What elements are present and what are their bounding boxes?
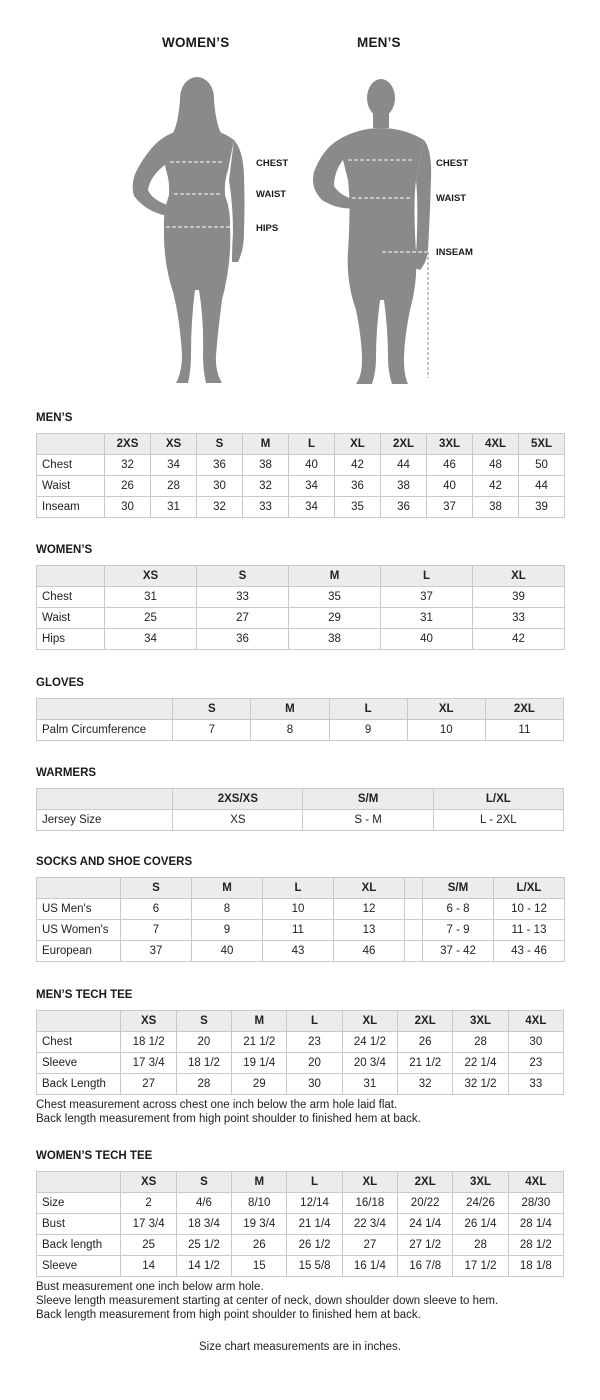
mens-size-section xyxy=(36,411,564,518)
table-cell: 26 xyxy=(105,476,151,497)
row-label: Chest xyxy=(37,455,105,476)
column-header: L xyxy=(289,434,335,455)
column-header: 2XS/XS xyxy=(173,789,303,810)
table-cell: 11 - 13 xyxy=(494,920,565,941)
mens-chest-label: CHEST xyxy=(436,158,469,169)
header-empty-cell xyxy=(37,789,173,810)
womens-tech-tee-section xyxy=(36,1149,564,1322)
table-cell: 34 xyxy=(151,455,197,476)
spacer-cell xyxy=(405,899,423,920)
table-cell: 20 xyxy=(176,1032,231,1053)
table-cell: 43 xyxy=(263,941,334,962)
table-cell: 14 xyxy=(121,1256,176,1277)
warmers-size-table xyxy=(36,788,564,831)
table-cell: 4/6 xyxy=(176,1193,231,1214)
table-cell: 32 xyxy=(197,497,243,518)
column-header: L xyxy=(381,566,473,587)
table-cell: S - M xyxy=(303,810,433,831)
table-cell: 29 xyxy=(232,1074,287,1095)
table-cell: 48 xyxy=(473,455,519,476)
womens-size-section xyxy=(36,543,564,650)
table-cell: 36 xyxy=(197,629,289,650)
column-header: L xyxy=(287,1172,342,1193)
table-cell: 37 xyxy=(427,497,473,518)
table-cell: L - 2XL xyxy=(433,810,563,831)
column-header: XL xyxy=(334,878,405,899)
table-cell: 11 xyxy=(485,720,563,741)
table-cell: 42 xyxy=(473,629,565,650)
table-row xyxy=(37,608,565,629)
socks-size-table xyxy=(36,877,565,962)
row-label: Chest xyxy=(37,587,105,608)
table-cell: 20 xyxy=(287,1053,342,1074)
column-header: 5XL xyxy=(519,434,565,455)
column-header: 3XL xyxy=(453,1011,508,1032)
table-row xyxy=(37,720,564,741)
table-cell: 44 xyxy=(381,455,427,476)
column-header: M xyxy=(192,878,263,899)
column-header: 4XL xyxy=(508,1172,563,1193)
table-cell: 32 xyxy=(398,1074,453,1095)
table-cell: 17 1/2 xyxy=(453,1256,508,1277)
table-cell: 26 1/4 xyxy=(453,1214,508,1235)
table-cell: 32 1/2 xyxy=(453,1074,508,1095)
column-header: L/XL xyxy=(494,878,565,899)
header-empty-cell xyxy=(37,434,105,455)
header-empty-cell xyxy=(37,878,121,899)
socks-section-title: SOCKS AND SHOE COVERS xyxy=(36,856,193,868)
column-header: XL xyxy=(342,1172,397,1193)
column-header: 4XL xyxy=(473,434,519,455)
table-cell: 28 xyxy=(176,1074,231,1095)
warmers-size-section xyxy=(36,766,564,831)
table-cell: 27 xyxy=(121,1074,176,1095)
column-header: M xyxy=(289,566,381,587)
womens-section-title: WOMEN’S xyxy=(36,544,93,556)
table-cell: 23 xyxy=(287,1032,342,1053)
column-header: 3XL xyxy=(427,434,473,455)
table-cell: 37 xyxy=(381,587,473,608)
row-label: European xyxy=(37,941,121,962)
mens-tech-tee-section xyxy=(36,988,564,1126)
column-header: S xyxy=(121,878,192,899)
header-empty-cell xyxy=(37,699,173,720)
column-header: XS xyxy=(151,434,197,455)
table-cell: 20/22 xyxy=(398,1193,453,1214)
table-cell: 27 xyxy=(342,1235,397,1256)
womens-hips-label: HIPS xyxy=(256,223,279,234)
column-header: M xyxy=(251,699,329,720)
column-header: M xyxy=(232,1172,287,1193)
table-cell: 22 3/4 xyxy=(342,1214,397,1235)
table-cell: 19 1/4 xyxy=(232,1053,287,1074)
row-label: Chest xyxy=(37,1032,121,1053)
warmers-section-title: WARMERS xyxy=(36,767,97,779)
column-header: S xyxy=(197,434,243,455)
table-header-row xyxy=(37,1011,564,1032)
table-cell: 30 xyxy=(508,1032,563,1053)
table-cell: 30 xyxy=(105,497,151,518)
table-cell: 26 xyxy=(232,1235,287,1256)
table-header-row xyxy=(37,1172,564,1193)
column-header: 2XL xyxy=(381,434,427,455)
column-header: 2XL xyxy=(398,1172,453,1193)
table-cell: 30 xyxy=(197,476,243,497)
table-cell: 39 xyxy=(473,587,565,608)
units-footnote: Size chart measurements are in inches. xyxy=(199,1341,401,1353)
table-cell: XS xyxy=(173,810,303,831)
womens-tech-note: Sleeve length measurement starting at center of neck, down shoulder down sleeve to hem. xyxy=(36,1295,499,1307)
table-cell: 21 1/2 xyxy=(232,1032,287,1053)
womens-tech-note: Bust measurement one inch below arm hole. xyxy=(36,1281,264,1293)
table-cell: 42 xyxy=(335,455,381,476)
row-label: Bust xyxy=(37,1214,121,1235)
table-cell: 34 xyxy=(289,497,335,518)
table-cell: 34 xyxy=(105,629,197,650)
table-cell: 9 xyxy=(329,720,407,741)
table-cell: 8/10 xyxy=(232,1193,287,1214)
column-header: XL xyxy=(407,699,485,720)
table-cell: 17 3/4 xyxy=(121,1214,176,1235)
column-header: S xyxy=(197,566,289,587)
table-cell: 6 xyxy=(121,899,192,920)
table-cell: 20 3/4 xyxy=(342,1053,397,1074)
table-cell: 16/18 xyxy=(342,1193,397,1214)
table-cell: 13 xyxy=(334,920,405,941)
column-header: M xyxy=(243,434,289,455)
table-cell: 43 - 46 xyxy=(494,941,565,962)
row-label: Sleeve xyxy=(37,1053,121,1074)
column-header: L xyxy=(287,1011,342,1032)
table-cell: 50 xyxy=(519,455,565,476)
table-cell: 37 xyxy=(121,941,192,962)
row-label: Hips xyxy=(37,629,105,650)
table-cell: 19 3/4 xyxy=(232,1214,287,1235)
mens-tech-note: Chest measurement across chest one inch below the arm hole laid flat. xyxy=(36,1099,398,1111)
column-header: 2XS xyxy=(105,434,151,455)
table-cell: 24/26 xyxy=(453,1193,508,1214)
table-cell: 2 xyxy=(121,1193,176,1214)
column-header: S xyxy=(176,1011,231,1032)
womens-tech-tee-title: WOMEN’S TECH TEE xyxy=(36,1150,153,1162)
mens-waist-label: WAIST xyxy=(436,193,467,204)
column-header: XS xyxy=(105,566,197,587)
column-header: XS xyxy=(121,1172,176,1193)
column-header: S/M xyxy=(423,878,494,899)
table-cell: 8 xyxy=(192,899,263,920)
header-empty-cell xyxy=(37,566,105,587)
table-cell: 26 xyxy=(398,1032,453,1053)
gloves-section-title: GLOVES xyxy=(36,677,84,689)
socks-size-section xyxy=(36,855,564,962)
table-cell: 27 1/2 xyxy=(398,1235,453,1256)
table-row xyxy=(37,587,565,608)
table-cell: 42 xyxy=(473,476,519,497)
table-row xyxy=(37,1193,564,1214)
table-cell: 10 xyxy=(407,720,485,741)
column-header: S/M xyxy=(303,789,433,810)
table-cell: 18 1/2 xyxy=(121,1032,176,1053)
column-header: L/XL xyxy=(433,789,563,810)
table-cell: 38 xyxy=(243,455,289,476)
column-header: L xyxy=(329,699,407,720)
spacer-cell xyxy=(405,920,423,941)
body-measurement-figure xyxy=(0,0,600,400)
column-header: 2XL xyxy=(398,1011,453,1032)
womens-chest-label: CHEST xyxy=(256,158,289,169)
table-cell: 9 xyxy=(192,920,263,941)
table-cell: 44 xyxy=(519,476,565,497)
table-cell: 40 xyxy=(289,455,335,476)
row-label: Inseam xyxy=(37,497,105,518)
column-header: XL xyxy=(342,1011,397,1032)
table-cell: 28 xyxy=(151,476,197,497)
table-header-row xyxy=(37,699,564,720)
gloves-size-section xyxy=(36,676,564,741)
table-cell: 31 xyxy=(342,1074,397,1095)
mens-tech-tee-table xyxy=(36,1010,564,1095)
row-label: US Women's xyxy=(37,920,121,941)
table-cell: 40 xyxy=(381,629,473,650)
column-header: S xyxy=(173,699,251,720)
table-cell: 31 xyxy=(381,608,473,629)
table-cell: 24 1/4 xyxy=(398,1214,453,1235)
table-cell: 14 1/2 xyxy=(176,1256,231,1277)
row-label: Size xyxy=(37,1193,121,1214)
table-row xyxy=(37,899,565,920)
table-cell: 17 3/4 xyxy=(121,1053,176,1074)
table-row xyxy=(37,497,565,518)
table-cell: 35 xyxy=(289,587,381,608)
table-cell: 10 - 12 xyxy=(494,899,565,920)
table-cell: 22 1/4 xyxy=(453,1053,508,1074)
table-cell: 35 xyxy=(335,497,381,518)
table-row xyxy=(37,1074,564,1095)
header-empty-cell xyxy=(37,1172,121,1193)
column-header: XL xyxy=(335,434,381,455)
table-cell: 33 xyxy=(197,587,289,608)
womens-waist-label: WAIST xyxy=(256,189,287,200)
row-label: Sleeve xyxy=(37,1256,121,1277)
womens-size-table xyxy=(36,565,565,650)
column-header: L xyxy=(263,878,334,899)
table-row xyxy=(37,1053,564,1074)
table-header-row xyxy=(37,566,565,587)
table-cell: 32 xyxy=(243,476,289,497)
column-header: S xyxy=(176,1172,231,1193)
column-header: 3XL xyxy=(453,1172,508,1193)
table-cell: 28 xyxy=(453,1235,508,1256)
table-cell: 8 xyxy=(251,720,329,741)
table-cell: 26 1/2 xyxy=(287,1235,342,1256)
table-cell: 15 5/8 xyxy=(287,1256,342,1277)
table-cell: 27 xyxy=(197,608,289,629)
row-label: Jersey Size xyxy=(37,810,173,831)
column-header: 2XL xyxy=(485,699,563,720)
table-cell: 7 xyxy=(173,720,251,741)
table-header-row xyxy=(37,434,565,455)
row-label: Back Length xyxy=(37,1074,121,1095)
table-row xyxy=(37,455,565,476)
table-cell: 28 1/4 xyxy=(508,1214,563,1235)
table-cell: 25 xyxy=(105,608,197,629)
table-row xyxy=(37,1235,564,1256)
table-cell: 38 xyxy=(473,497,519,518)
table-cell: 30 xyxy=(287,1074,342,1095)
table-cell: 28 xyxy=(453,1032,508,1053)
table-header-row xyxy=(37,789,564,810)
table-cell: 23 xyxy=(508,1053,563,1074)
table-cell: 21 1/4 xyxy=(287,1214,342,1235)
row-label: US Men's xyxy=(37,899,121,920)
column-header: XS xyxy=(121,1011,176,1032)
table-cell: 21 1/2 xyxy=(398,1053,453,1074)
table-cell: 37 - 42 xyxy=(423,941,494,962)
table-cell: 12 xyxy=(334,899,405,920)
gloves-size-table xyxy=(36,698,564,741)
spacer-cell xyxy=(405,878,423,899)
column-header: XL xyxy=(473,566,565,587)
column-header: M xyxy=(232,1011,287,1032)
table-cell: 36 xyxy=(335,476,381,497)
table-cell: 18 1/2 xyxy=(176,1053,231,1074)
row-label: Back length xyxy=(37,1235,121,1256)
table-cell: 32 xyxy=(105,455,151,476)
row-label: Palm Circumference xyxy=(37,720,173,741)
table-cell: 18 1/8 xyxy=(508,1256,563,1277)
table-cell: 25 xyxy=(121,1235,176,1256)
spacer-cell xyxy=(405,941,423,962)
table-cell: 16 1/4 xyxy=(342,1256,397,1277)
table-cell: 11 xyxy=(263,920,334,941)
header-empty-cell xyxy=(37,1011,121,1032)
table-row xyxy=(37,920,565,941)
row-label: Waist xyxy=(37,608,105,629)
table-cell: 36 xyxy=(197,455,243,476)
womens-figure-title: WOMEN’S xyxy=(162,35,230,50)
table-row xyxy=(37,629,565,650)
table-cell: 7 - 9 xyxy=(423,920,494,941)
mens-figure-title: MEN’S xyxy=(357,35,401,50)
table-cell: 34 xyxy=(289,476,335,497)
table-cell: 16 7/8 xyxy=(398,1256,453,1277)
column-header: 4XL xyxy=(508,1011,563,1032)
table-row xyxy=(37,810,564,831)
table-row xyxy=(37,941,565,962)
table-cell: 33 xyxy=(243,497,289,518)
table-row xyxy=(37,1214,564,1235)
table-cell: 7 xyxy=(121,920,192,941)
mens-section-title: MEN’S xyxy=(36,412,73,424)
row-label: Waist xyxy=(37,476,105,497)
mens-size-table xyxy=(36,433,565,518)
womens-silhouette xyxy=(0,0,300,400)
table-cell: 18 3/4 xyxy=(176,1214,231,1235)
mens-tech-note: Back length measurement from high point shoulder to finished hem at back. xyxy=(36,1113,421,1125)
table-cell: 46 xyxy=(427,455,473,476)
table-cell: 25 1/2 xyxy=(176,1235,231,1256)
mens-inseam-label: INSEAM xyxy=(436,247,473,258)
table-row xyxy=(37,476,565,497)
table-cell: 28 1/2 xyxy=(508,1235,563,1256)
table-cell: 40 xyxy=(192,941,263,962)
table-cell: 10 xyxy=(263,899,334,920)
table-row xyxy=(37,1032,564,1053)
table-header-row xyxy=(37,878,565,899)
womens-tech-note: Back length measurement from high point shoulder to finished hem at back. xyxy=(36,1309,421,1321)
table-cell: 15 xyxy=(232,1256,287,1277)
table-cell: 31 xyxy=(105,587,197,608)
table-cell: 28/30 xyxy=(508,1193,563,1214)
table-cell: 24 1/2 xyxy=(342,1032,397,1053)
table-cell: 33 xyxy=(508,1074,563,1095)
table-cell: 6 - 8 xyxy=(423,899,494,920)
table-cell: 46 xyxy=(334,941,405,962)
table-cell: 39 xyxy=(519,497,565,518)
table-cell: 31 xyxy=(151,497,197,518)
table-cell: 33 xyxy=(473,608,565,629)
table-cell: 38 xyxy=(289,629,381,650)
table-row xyxy=(37,1256,564,1277)
table-cell: 12/14 xyxy=(287,1193,342,1214)
womens-tech-tee-table xyxy=(36,1171,564,1277)
table-cell: 36 xyxy=(381,497,427,518)
mens-tech-tee-title: MEN’S TECH TEE xyxy=(36,989,133,1001)
table-cell: 40 xyxy=(427,476,473,497)
table-cell: 38 xyxy=(381,476,427,497)
table-cell: 29 xyxy=(289,608,381,629)
